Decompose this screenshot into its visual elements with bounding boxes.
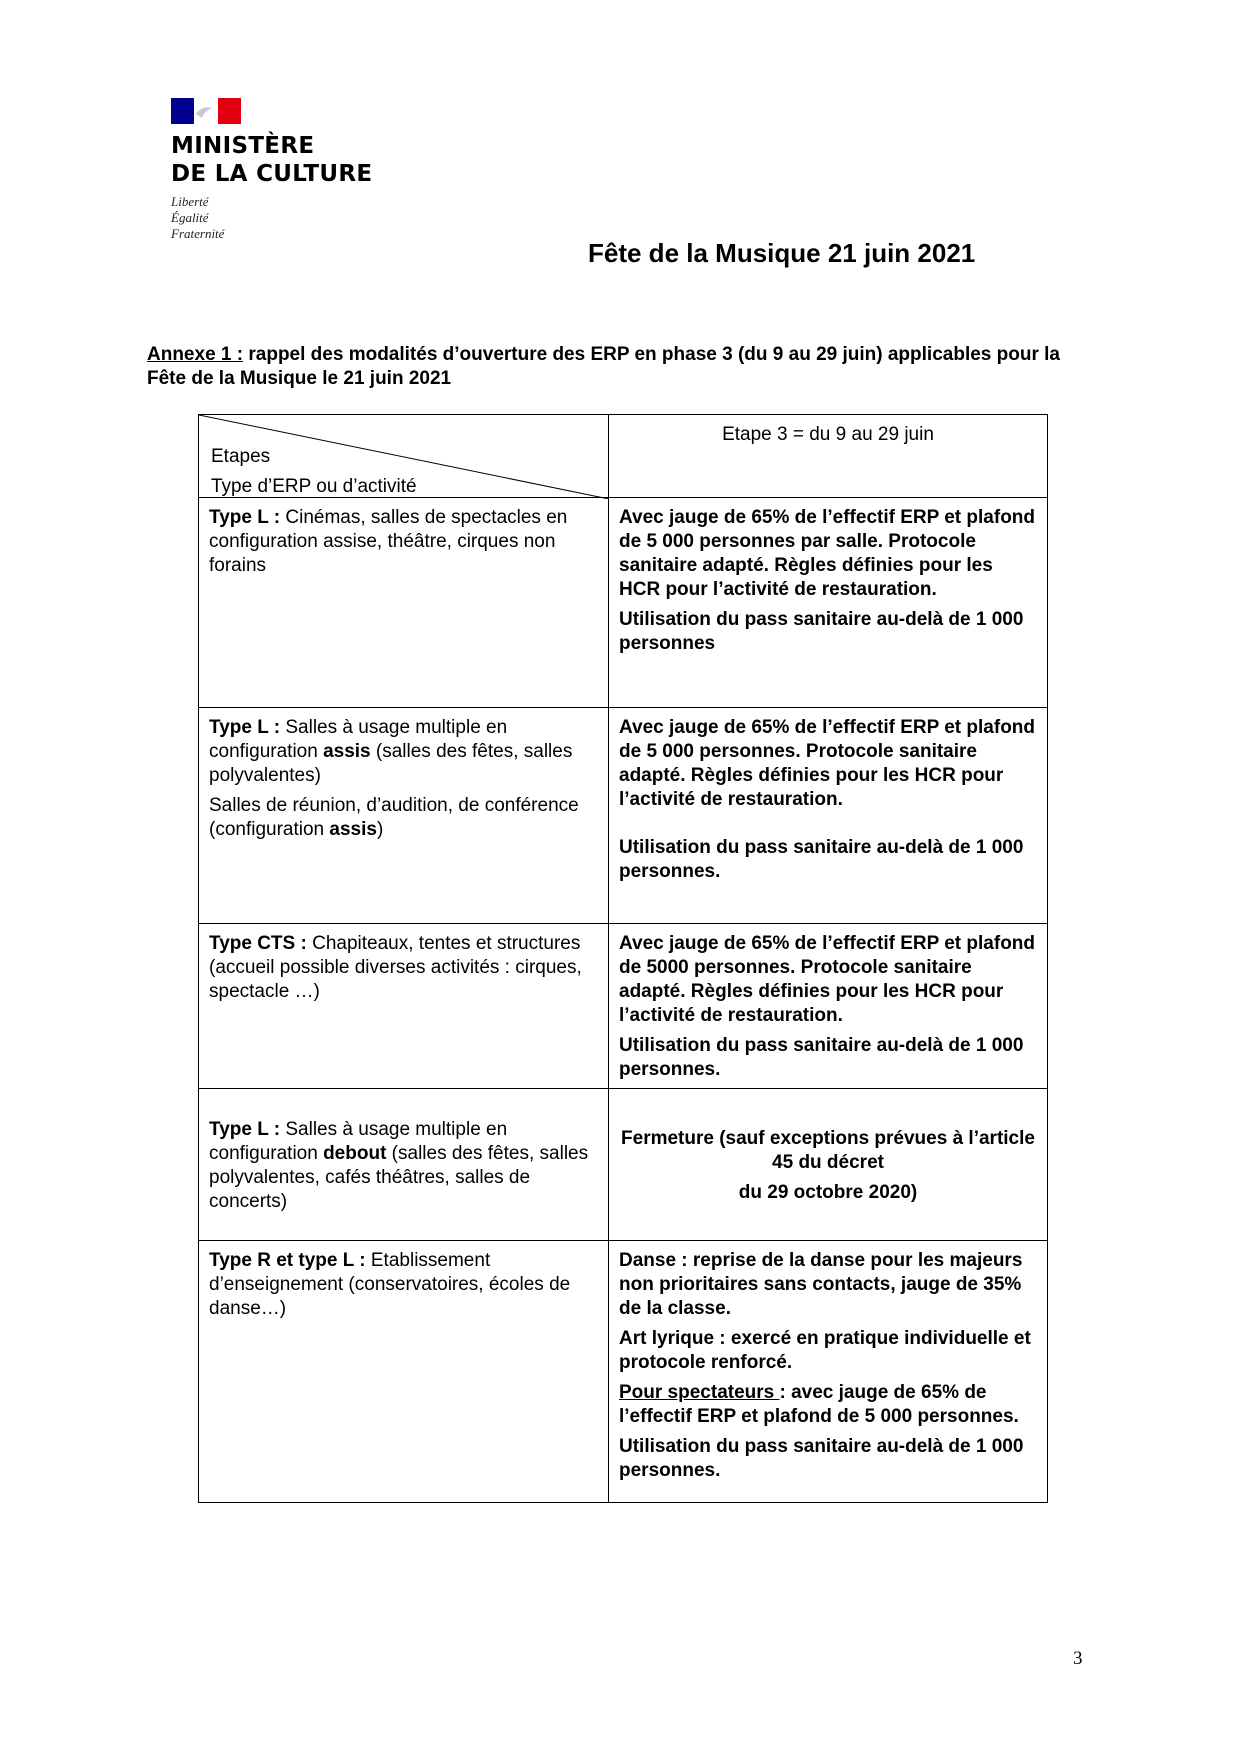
french-flag-icon [171, 98, 241, 124]
row-2-meeting-assis: assis [329, 819, 377, 840]
ministry-name [171, 132, 372, 188]
row-5-type-label: Type R et type L : [209, 1250, 366, 1271]
header-stage: Etape 3 = du 9 au 29 juin [722, 424, 934, 445]
row-2-config-assis: assis [323, 741, 371, 762]
page-number: 3 [1073, 1648, 1083, 1669]
row-3-rule-cell [609, 924, 1048, 1089]
row-4-type-label: Type L : [209, 1118, 281, 1140]
row-2-meeting-rooms: Salles de réunion, d’audition, de conférence (configuration [209, 795, 579, 840]
motto-egalite: Égalité [171, 210, 209, 225]
row-4-rule-cell [609, 1089, 1048, 1241]
row-1-type-text: Cinémas, salles de spectacles en configuration assise, théâtre, cirques non forains [209, 507, 568, 576]
table-row [199, 498, 1048, 708]
row-4-type-cell [199, 1089, 609, 1241]
erp-rules-table [198, 414, 1048, 1503]
row-1-pass: Utilisation du pass sanitaire au-delà de 1 000 personnes [619, 609, 1024, 654]
row-2-rule-cell [609, 708, 1048, 924]
table-row [199, 924, 1048, 1089]
row-5-spectators-text: : avec jauge de 65% de l’effectif ERP et plafond de 5 000 personnes. [619, 1382, 1019, 1427]
row-3-type-text: Chapiteaux, tentes et structures (accueil possible diverses activités : cirques, spectacle …) [209, 933, 582, 1002]
row-5-type-text: Etablissement d’enseignement (conservatoires, écoles de danse…) [209, 1250, 571, 1319]
row-1-rule-cell [609, 498, 1048, 708]
table-row [199, 1089, 1048, 1241]
ministry-logo [171, 98, 372, 242]
row-5-type-cell [199, 1241, 609, 1503]
row-2-type-text: Salles à usage multiple en configuration [209, 717, 508, 762]
row-5-lyrique: Art lyrique : exercé en pratique individuelle et protocole renforcé. [619, 1328, 1031, 1373]
row-5-danse: Danse : reprise de la danse pour les majeurs non prioritaires sans contacts, jauge de 35% de la classe. [619, 1250, 1023, 1319]
table-row [199, 1241, 1048, 1503]
header-type: Type d’ERP ou d’activité [211, 476, 417, 497]
row-2-type-text-b: (salles des fêtes, salles polyvalentes) [209, 741, 573, 786]
row-3-type-label: Type CTS : [209, 933, 307, 954]
document-title: Fête de la Musique 21 juin 2021 [588, 238, 976, 268]
row-4-type-text: Salles à usage multiple en configuration [209, 1118, 508, 1164]
row-2-type-label: Type L : [209, 717, 281, 738]
motto-fraternite: Fraternité [171, 226, 225, 241]
ministry-name-line2: DE LA CULTURE [171, 161, 373, 187]
row-5-spectators-label: Pour spectateurs [619, 1382, 780, 1403]
row-2-meeting-close: ) [376, 819, 384, 840]
row-4-type-text-b: (salles des fêtes, salles polyvalentes, cafés théâtres, salles de concerts) [209, 1142, 589, 1212]
row-5-rule-cell [609, 1241, 1048, 1503]
table-row [199, 708, 1048, 924]
row-1-type-label: Type L : [209, 507, 281, 528]
header-left-cell [199, 415, 609, 498]
row-4-rule-line2: du 29 octobre 2020) [738, 1181, 918, 1203]
motto-liberte: Liberté [171, 194, 209, 209]
annex-text: rappel des modalités d’ouverture des ERP en phase 3 (du 9 au 29 juin) applicables pour la Fête de la Musique le 21 juin 2021 [147, 344, 1060, 389]
row-1-rule: Avec jauge de 65% de l’effectif ERP et plafond de 5 000 personnes par salle. Protocole sanitaire adapté. Règles définies pour les HCR pour l’activité de restauration. [619, 507, 1036, 600]
annex-heading [147, 343, 1097, 391]
header-etapes: Etapes [211, 446, 271, 467]
row-1-type-cell [199, 498, 609, 708]
row-2-rule: Avec jauge de 65% de l’effectif ERP et plafond de 5 000 personnes. Protocole sanitaire adapté. Règles définies pour les HCR pour l’activité de restauration. [619, 717, 1036, 810]
row-4-rule-line1: Fermeture (sauf exceptions prévues à l’article 45 du décret [621, 1127, 1035, 1173]
row-3-rule: Avec jauge de 65% de l’effectif ERP et plafond de 5000 personnes. Protocole sanitaire adapté. Règles définies pour les HCR pour l’activité de restauration. [619, 933, 1036, 1026]
table-header-row [199, 415, 1048, 498]
row-5-pass: Utilisation du pass sanitaire au-delà de 1 000 personnes. [619, 1436, 1024, 1481]
row-3-type-cell [199, 924, 609, 1089]
row-3-pass: Utilisation du pass sanitaire au-delà de 1 000 personnes. [619, 1035, 1024, 1080]
ministry-name-line1: MINISTÈRE [171, 133, 315, 159]
annex-label: Annexe 1 : [147, 344, 244, 365]
header-right-cell [609, 415, 1048, 498]
republic-motto [171, 194, 372, 242]
row-2-type-cell [199, 708, 609, 924]
row-4-config-debout: debout [323, 1142, 387, 1164]
row-2-pass: Utilisation du pass sanitaire au-delà de 1 000 personnes. [619, 837, 1024, 882]
